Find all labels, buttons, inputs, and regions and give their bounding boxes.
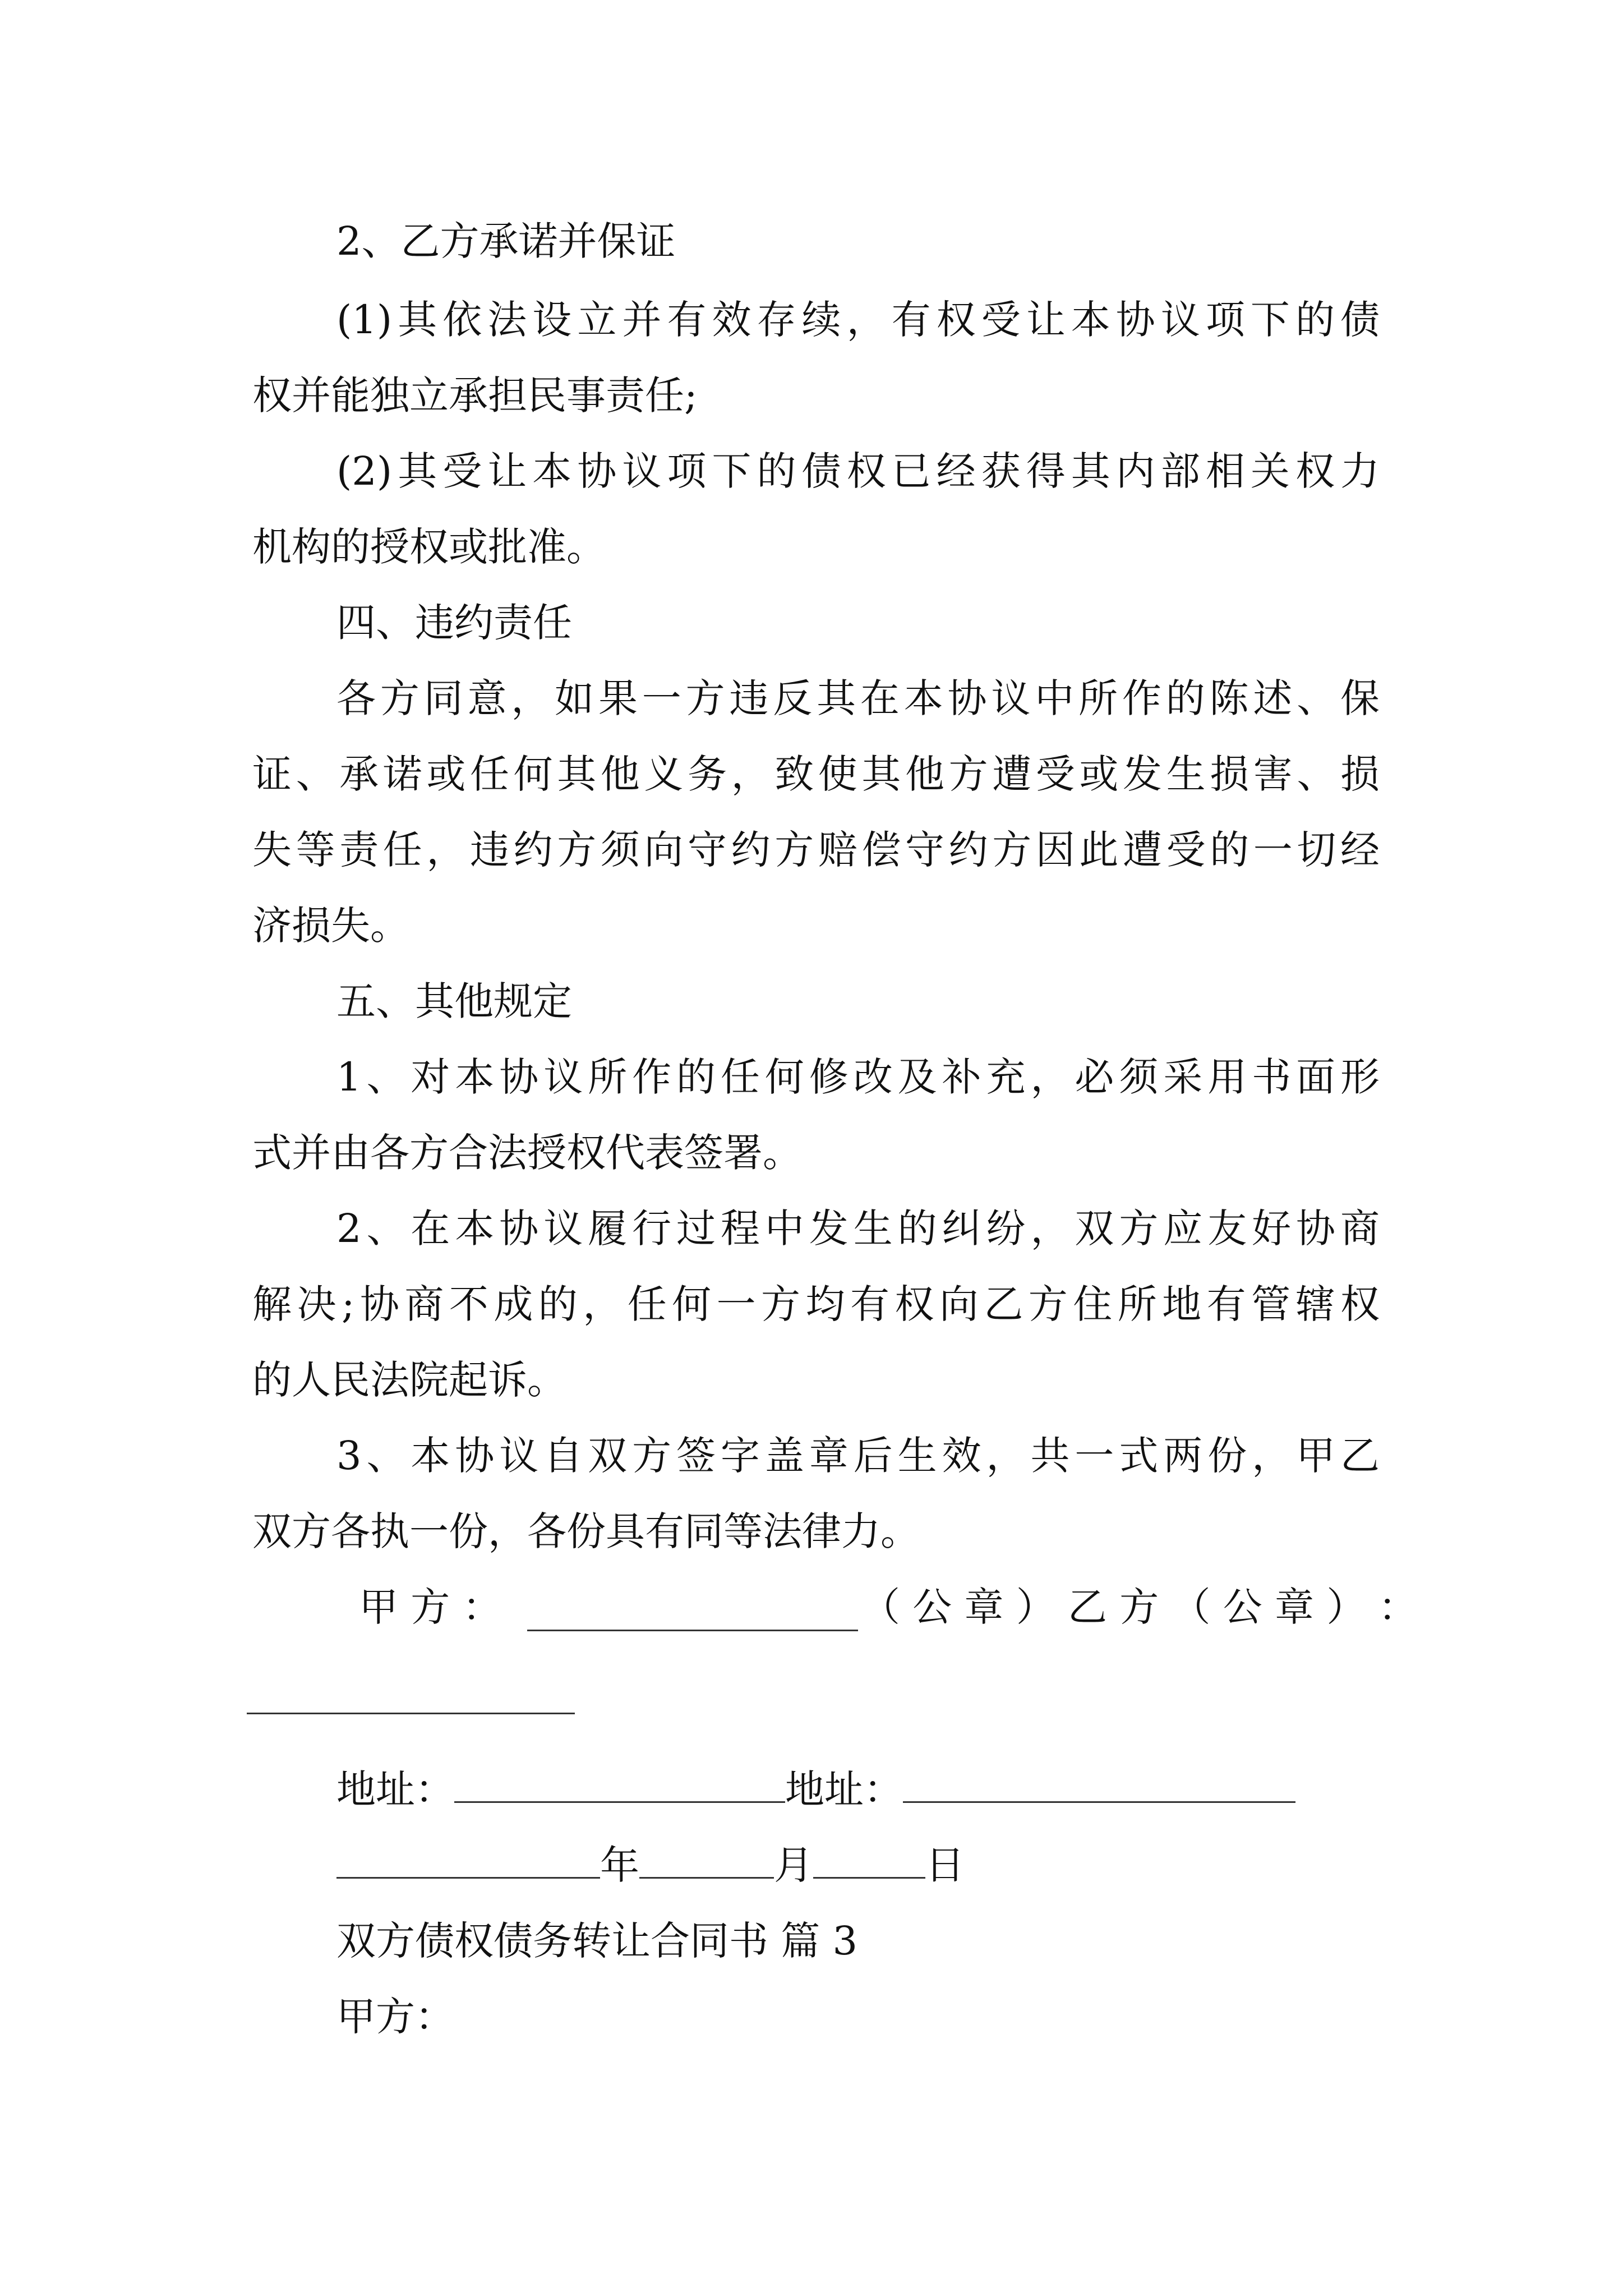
- paragraph-line: 失等责任，违约方须向守约方赔偿守约方因此遭受的一切经: [252, 827, 1380, 873]
- section-heading-breach: 四、违约责任: [336, 600, 572, 646]
- section-heading-other: 五、其他规定: [336, 978, 572, 1024]
- signature-seal-label: （ 公 章 ） 乙 方 （ 公 章 ） ：: [861, 1584, 1418, 1630]
- address-b-blank: [903, 1766, 1295, 1803]
- paragraph-line: 3、本协议自双方签字盖章后生效，共一式两份，甲乙: [336, 1433, 1380, 1479]
- address-line: [336, 1761, 1295, 1818]
- year-label: 年: [600, 1842, 639, 1888]
- signature-party-a-label: 甲 方 ：: [359, 1584, 502, 1630]
- month-label: 月: [774, 1842, 813, 1888]
- next-section-title: 双方债权债务转让合同书 篇 3: [336, 1918, 858, 1964]
- paragraph-line: 权并能独立承担民事责任;: [252, 372, 698, 418]
- address-b-label: 地址：: [785, 1766, 903, 1812]
- signature-blank-party-b: [247, 1713, 575, 1714]
- section-heading-party-b-promise: 2、乙方承诺并保证: [336, 218, 676, 264]
- paragraph-line: 济损失。: [252, 903, 409, 949]
- address-a-label: 地址：: [336, 1766, 454, 1812]
- signature-blank-party-a: [527, 1630, 858, 1631]
- next-section-party-a: 甲方：: [336, 1994, 454, 2040]
- address-a-blank: [454, 1766, 785, 1803]
- paragraph-line: (1)其依法设立并有效存续，有权受让本协议项下的债: [336, 297, 1380, 343]
- paragraph-line: 2、在本协议履行过程中发生的纠纷，双方应友好协商: [336, 1205, 1380, 1251]
- paragraph-line: 机构的授权或批准。: [252, 524, 606, 570]
- paragraph-line: (2)其受让本协议项下的债权已经获得其内部相关权力: [336, 448, 1380, 494]
- year-blank: [336, 1842, 600, 1879]
- paragraph-line: 双方各执一份，各份具有同等法律力。: [252, 1508, 920, 1554]
- paragraph-line: 证、承诺或任何其他义务，致使其他方遭受或发生损害、损: [252, 751, 1380, 797]
- paragraph-line: 解决;协商不成的，任何一方均有权向乙方住所地有管辖权: [252, 1281, 1380, 1327]
- day-label: 日: [925, 1842, 965, 1888]
- paragraph-line: 式并由各方合法授权代表签署。: [252, 1130, 802, 1176]
- paragraph-line: 的人民法院起诉。: [252, 1357, 566, 1403]
- date-line: [336, 1837, 965, 1893]
- month-blank: [639, 1842, 774, 1879]
- paragraph-line: 1、对本协议所作的任何修改及补充，必须采用书面形: [336, 1054, 1380, 1100]
- day-blank: [813, 1842, 925, 1879]
- paragraph-line: 各方同意，如果一方违反其在本协议中所作的陈述、保: [336, 675, 1380, 721]
